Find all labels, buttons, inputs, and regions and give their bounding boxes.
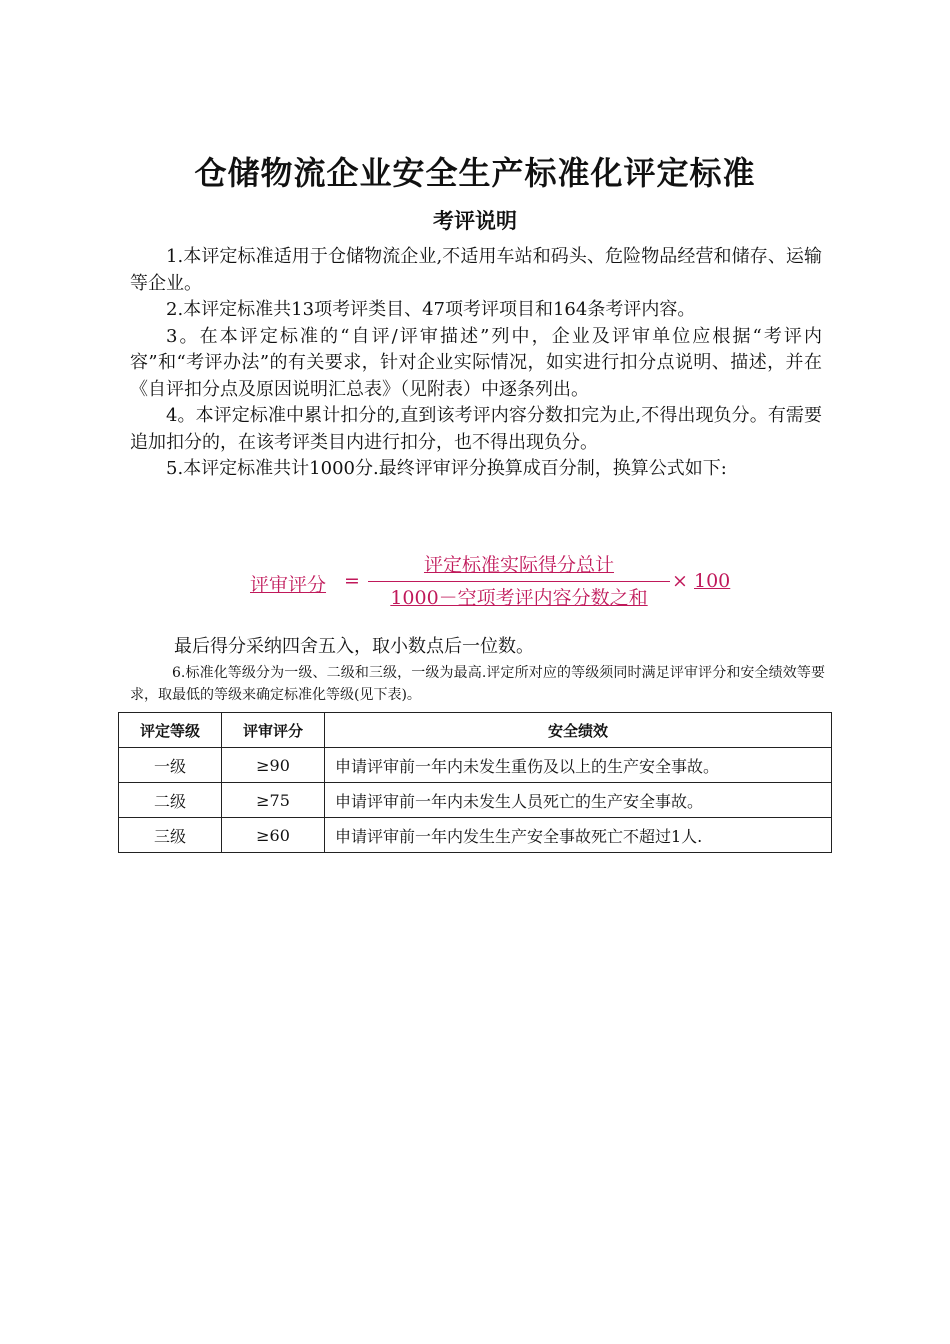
paragraph-1: 1.本评定标准适用于仓储物流企业,不适用车站和码头、危险物品经营和储存、运输等企业。: [130, 246, 822, 294]
cell-grade: 二级: [119, 783, 222, 818]
table-row: [119, 818, 832, 853]
header-grade: 评定等级: [119, 713, 222, 748]
formula-equals: =: [344, 570, 360, 592]
cell-performance: 申请评审前一年内发生生产安全事故死亡不超过1人.: [325, 818, 832, 853]
header-score: 评审评分: [222, 713, 325, 748]
cell-grade: 一级: [119, 748, 222, 783]
cell-score: ≥90: [222, 748, 325, 783]
paragraph-2: 2.本评定标准共13项考评类目、47项考评项目和164条考评内容。: [166, 299, 696, 320]
score-formula: [250, 550, 750, 620]
formula-fraction: [368, 550, 670, 613]
table-row: [119, 748, 832, 783]
table-row: [119, 783, 832, 818]
grade-note-text: 6.标准化等级分为一级、二级和三级，一级为最高.评定所对应的等级须同时满足评审评分和安全绩效等要求，取最低的等级来确定标准化等级(见下表)。: [130, 665, 825, 703]
formula-times: ×: [672, 570, 688, 592]
formula-lhs: 评审评分: [250, 574, 327, 596]
cell-grade: 三级: [119, 818, 222, 853]
cell-score: ≥75: [222, 783, 325, 818]
paragraph-3: 3。在本评定标准的“自评/评审描述”列中，企业及评审单位应根据“考评内容”和“考评办法”的有关要求，针对企业实际情况，如实进行扣分点说明、描述，并在《自评扣分点及原因说明汇总表》（见附表）中逐条列出。: [130, 325, 822, 400]
formula-denominator: 1000－空项考评内容分数之和: [390, 587, 648, 609]
section-subtitle: 考评说明: [433, 209, 517, 233]
grade-note: [130, 662, 825, 706]
cell-performance: 申请评审前一年内未发生人员死亡的生产安全事故。: [325, 783, 832, 818]
cell-performance: 申请评审前一年内未发生重伤及以上的生产安全事故。: [325, 748, 832, 783]
rounding-rule: 最后得分采纳四舍五入，取小数点后一位数。: [174, 636, 534, 657]
grade-table: [118, 712, 832, 853]
cell-score: ≥60: [222, 818, 325, 853]
fraction-bar: [368, 581, 670, 582]
header-performance: 安全绩效: [325, 713, 832, 748]
paragraph-4: 4。本评定标准中累计扣分的,直到该考评内容分数扣完为止,不得出现负分。有需要追加扣分的，在该考评类目内进行扣分，也不得出现负分。: [130, 405, 822, 453]
instructions-body: [130, 244, 822, 483]
table-header-row: [119, 713, 832, 748]
formula-numerator: 评定标准实际得分总计: [423, 554, 614, 576]
formula-factor: 100: [694, 570, 731, 592]
paragraph-5: 5.本评定标准共计1000分.最终评审评分换算成百分制，换算公式如下:: [166, 458, 727, 479]
page-title: 仓储物流企业安全生产标准化评定标准: [194, 154, 756, 192]
